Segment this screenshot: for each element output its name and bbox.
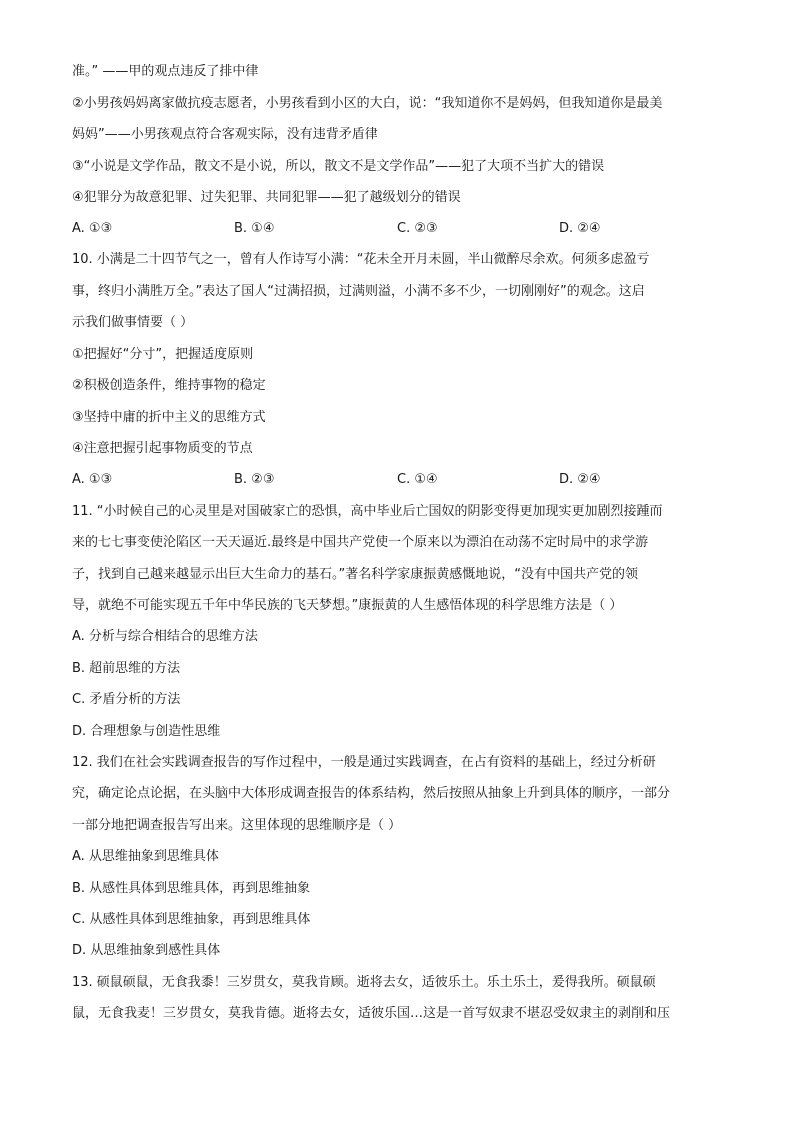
q12-stem-2: 究，确定论点论据，在头脑中大体形成调查报告的体系结构，然后按照从抽象上升到具体的顺序，一部分 <box>72 786 671 801</box>
q12-stem-1: 12. 我们在社会实践调查报告的写作过程中，一般是通过实践调查，在占有资料的基础上，经过分析研 <box>72 755 656 770</box>
q9-option-c[interactable]: C. ②③ <box>397 221 438 236</box>
q12-option-d[interactable]: D. 从思维抽象到感性具体 <box>72 943 221 958</box>
q11-stem-4: 导，就绝不可能实现五千年中华民族的飞天梦想。”康振黄的人生感悟体现的科学思维方法是（ ） <box>72 598 623 613</box>
q11-stem-3: 子，找到自己越来越显示出巨大生命力的基石。”著名科学家康振黄感慨地说，“没有中国共产党的领 <box>72 567 638 582</box>
q11-option-c[interactable]: C. 矛盾分析的方法 <box>72 692 181 707</box>
q9-item-2a: ②小男孩妈妈离家做抗疫志愿者，小男孩看到小区的大白，说：“我知道你不是妈妈，但我知道你是最美 <box>72 96 663 111</box>
q9-options <box>72 219 722 239</box>
q10-item-1: ①把握好“分寸”，把握适度原则 <box>72 347 254 362</box>
q9-line-0: 准。” ——甲的观点违反了排中律 <box>72 64 259 79</box>
q10-option-d[interactable]: D. ②④ <box>559 472 601 487</box>
q11-stem-1: 11. “小时候自己的心灵里是对国破家亡的恐惧，高中毕业后亡国奴的阴影变得更加现实更加剧烈接踵而 <box>72 504 663 519</box>
q10-stem-1: 10. 小满是二十四节气之一，曾有人作诗写小满：“花未全开月未圆，半山微醉尽余欢。何须多虑盈亏 <box>72 252 650 267</box>
q9-option-b[interactable]: B. ①④ <box>234 221 275 236</box>
q11-stem-2: 来的七七事变使沦陷区一天天逼近.最终是中国共产党使一个原来以为漂泊在动荡不定时局中的求学游 <box>72 535 649 550</box>
q9-item-2b: 妈妈”——小男孩观点符合客观实际，没有违背矛盾律 <box>72 127 378 142</box>
q12-stem-3: 一部分地把调查报告写出来。这里体现的思维顺序是（ ） <box>72 818 402 833</box>
q10-options <box>72 470 722 490</box>
q9-option-a[interactable]: A. ①③ <box>72 221 113 236</box>
q10-item-3: ③坚持中庸的折中主义的思维方式 <box>72 410 266 425</box>
q12-option-c[interactable]: C. 从感性具体到思维抽象，再到思维具体 <box>72 912 311 927</box>
q10-item-4: ④注意把握引起事物质变的节点 <box>72 441 253 456</box>
q13-stem-1: 13. 硕鼠硕鼠，无食我黍！三岁贯女，莫我肯顾。逝将去女，适彼乐土。乐土乐土，爰得我所。硕鼠硕 <box>72 975 656 990</box>
q9-option-d[interactable]: D. ②④ <box>559 221 601 236</box>
q11-option-b[interactable]: B. 超前思维的方法 <box>72 661 181 676</box>
q9-item-3: ③“小说是文学作品，散文不是小说，所以，散文不是文学作品”——犯了大项不当扩大的错误 <box>72 159 605 174</box>
q13-stem-2: 鼠，无食我麦！三岁贯女，莫我肯德。逝将去女，适彼乐国…这是一首写奴隶不堪忍受奴隶主的剥削和压 <box>72 1006 671 1021</box>
q10-option-c[interactable]: C. ①④ <box>397 472 438 487</box>
q10-item-2: ②积极创造条件，维持事物的稳定 <box>72 378 266 393</box>
q10-stem-3: 示我们做事情要（ ） <box>72 315 194 330</box>
q12-option-a[interactable]: A. 从思维抽象到思维具体 <box>72 849 219 864</box>
q9-item-4: ④犯罪分为故意犯罪、过失犯罪、共同犯罪——犯了越级划分的错误 <box>72 190 461 205</box>
q12-option-b[interactable]: B. 从感性具体到思维具体，再到思维抽象 <box>72 881 311 896</box>
q10-option-b[interactable]: B. ②③ <box>234 472 275 487</box>
q10-option-a[interactable]: A. ①③ <box>72 472 113 487</box>
q11-option-a[interactable]: A. 分析与综合相结合的思维方法 <box>72 629 258 644</box>
q11-option-d[interactable]: D. 合理想象与创造性思维 <box>72 724 221 739</box>
q10-stem-2: 事，终归小满胜万全。”表达了国人“过满招损，过满则溢，小满不多不少，一切刚刚好”的观念。这启 <box>72 284 645 299</box>
